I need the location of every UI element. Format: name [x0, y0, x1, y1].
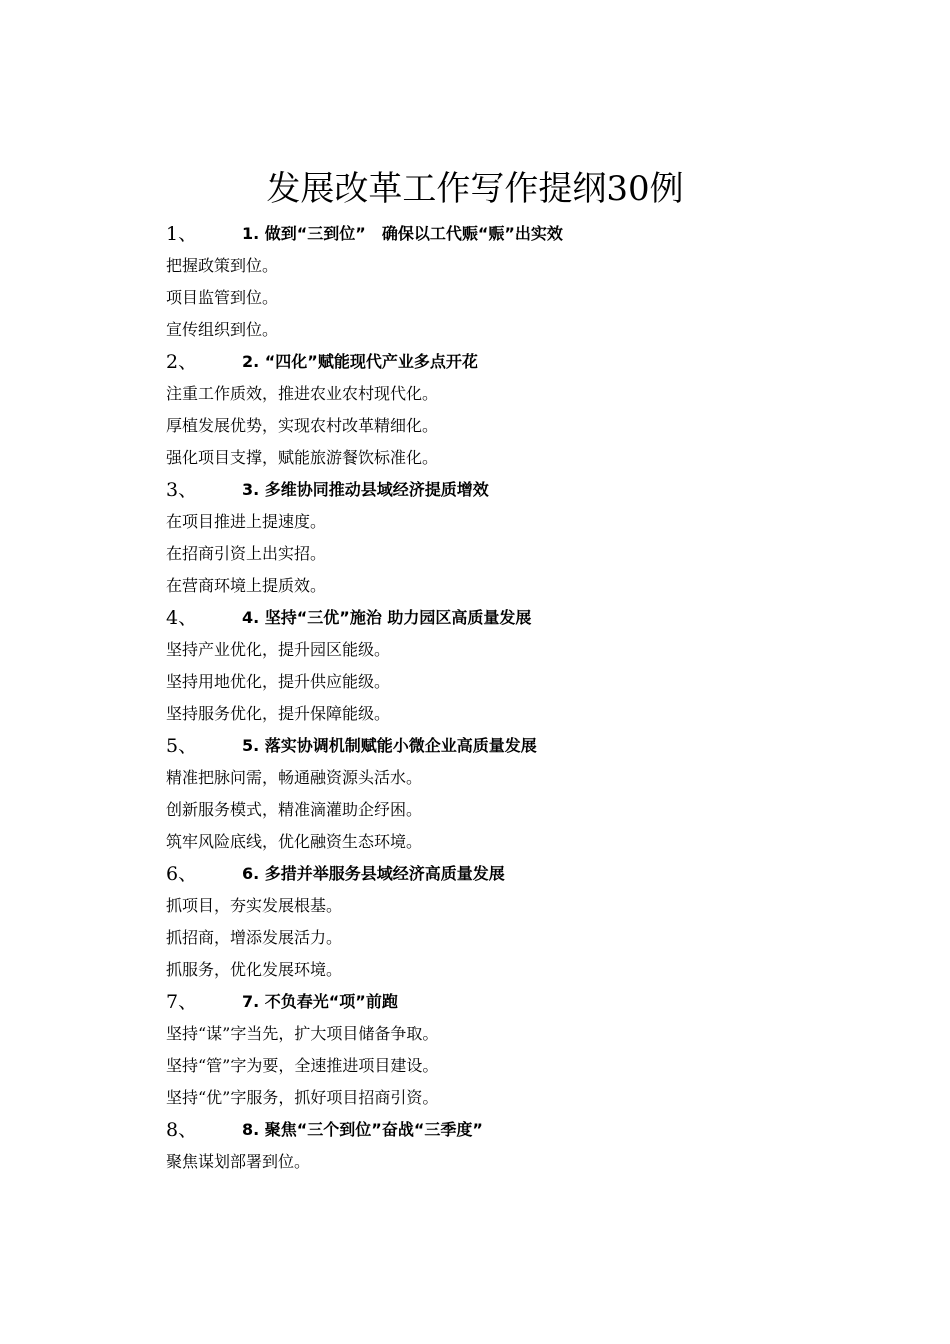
section-line: 在项目推进上提速度。: [166, 512, 327, 531]
section-line: 厚植发展优势，实现农村改革精细化。: [166, 416, 439, 435]
section-heading: [166, 730, 866, 762]
section-line: 坚持服务优化，提升保障能级。: [166, 704, 391, 723]
section-title: 2. “四化”赋能现代产业多点开花: [242, 352, 478, 371]
section-line: 抓招商，增添发展活力。: [166, 928, 343, 947]
section-number: 1、: [166, 223, 198, 245]
section-number: 4、: [166, 607, 198, 629]
section-number: 3、: [166, 479, 198, 501]
section-line: 项目监管到位。: [166, 288, 279, 307]
section-title: 1. 做到“三到位” 确保以工代赈“赈”出实效: [242, 224, 563, 243]
section-line: 精准把脉问需，畅通融资源头活水。: [166, 768, 423, 787]
section-line: 把握政策到位。: [166, 256, 279, 275]
section-line: 抓服务，优化发展环境。: [166, 960, 343, 979]
section-line: 强化项目支撑，赋能旅游餐饮标准化。: [166, 448, 439, 467]
section-line: 抓项目，夯实发展根基。: [166, 896, 343, 915]
section-number: 6、: [166, 863, 198, 885]
section-line: 在营商环境上提质效。: [166, 576, 327, 595]
section-line: 宣传组织到位。: [166, 320, 279, 339]
document-title: 发展改革工作写作提纲30例: [266, 169, 684, 209]
section-title: 7. 不负春光“项”前跑: [242, 992, 398, 1011]
section-line: 坚持“优”字服务，抓好项目招商引资。: [166, 1088, 439, 1107]
section-line: 聚焦谋划部署到位。: [166, 1152, 311, 1171]
section-number: 7、: [166, 991, 198, 1013]
section-heading: [166, 858, 866, 890]
section-line: 坚持产业优化，提升园区能级。: [166, 640, 391, 659]
section-title: 8. 聚焦“三个到位”奋战“三季度”: [242, 1120, 483, 1139]
section-heading: [166, 474, 866, 506]
section-heading: [166, 346, 866, 378]
section-number: 8、: [166, 1119, 198, 1141]
section-line: 注重工作质效，推进农业农村现代化。: [166, 384, 439, 403]
section-heading: [166, 218, 866, 250]
section-heading: [166, 1114, 866, 1146]
section-number: 5、: [166, 735, 198, 757]
section-line: 在招商引资上出实招。: [166, 544, 327, 563]
section-title: 5. 落实协调机制赋能小微企业高质量发展: [242, 736, 537, 755]
section-line: 坚持用地优化，提升供应能级。: [166, 672, 391, 691]
section-title: 4. 坚持“三优”施治 助力园区高质量发展: [242, 608, 532, 627]
section-title: 3. 多维协同推动县域经济提质增效: [242, 480, 489, 499]
document-body: [166, 218, 866, 1178]
section-heading: [166, 986, 866, 1018]
section-line: 坚持“谋”字当先，扩大项目储备争取。: [166, 1024, 439, 1043]
section-line: 坚持“管”字为要，全速推进项目建设。: [166, 1056, 439, 1075]
section-number: 2、: [166, 351, 198, 373]
section-heading: [166, 602, 866, 634]
section-title: 6. 多措并举服务县域经济高质量发展: [242, 864, 505, 883]
section-line: 筑牢风险底线，优化融资生态环境。: [166, 832, 423, 851]
section-line: 创新服务模式，精准滴灌助企纾困。: [166, 800, 423, 819]
